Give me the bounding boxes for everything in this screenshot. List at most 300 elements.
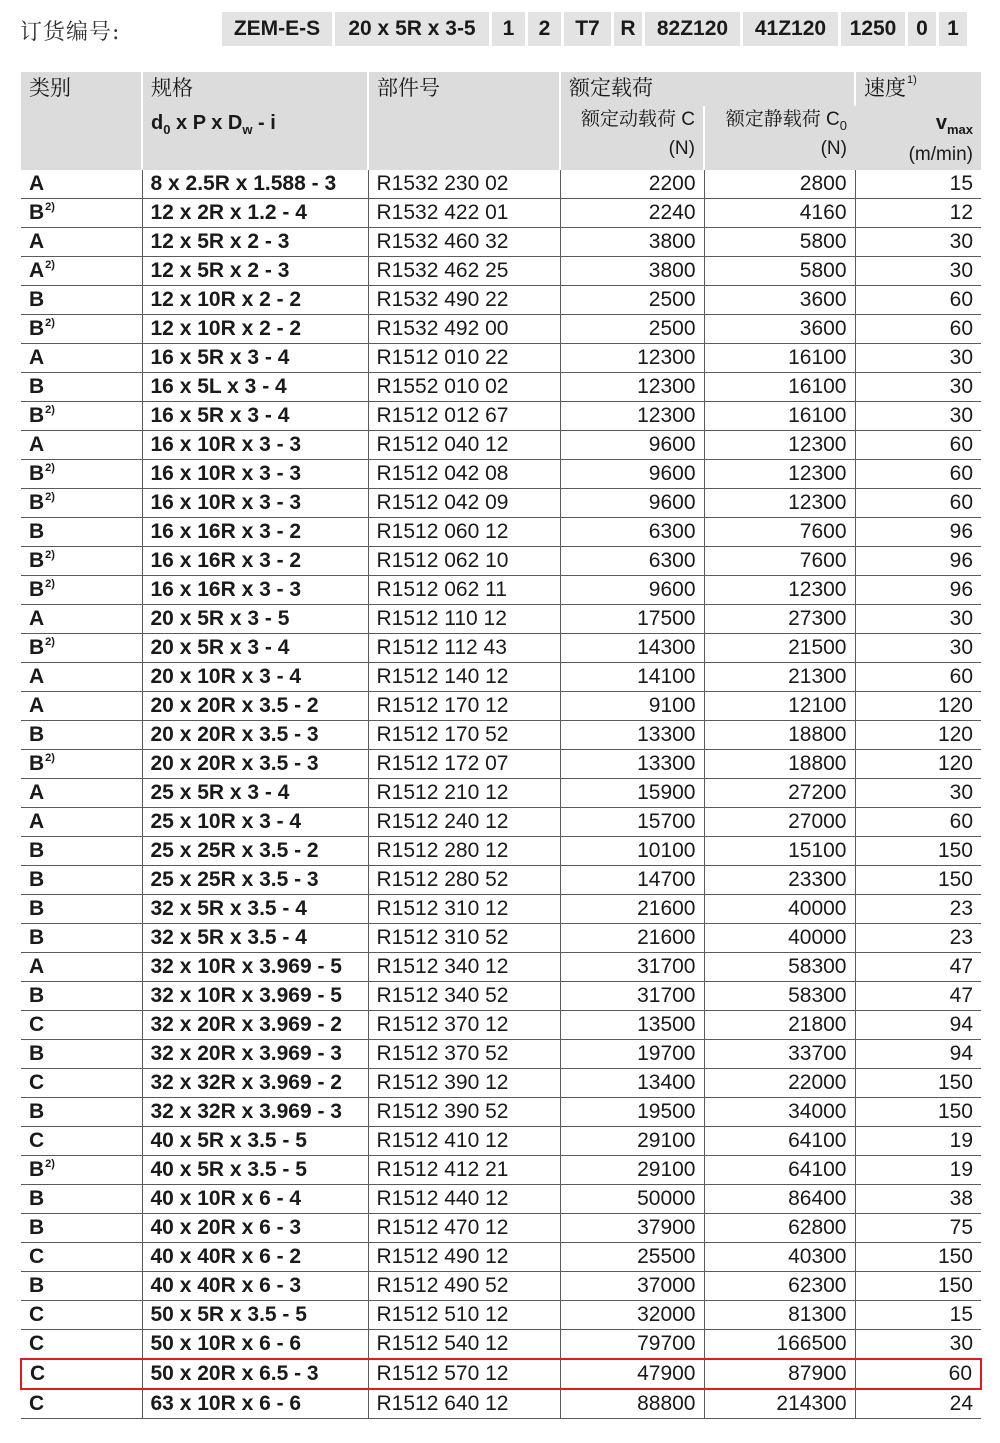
- cell-category: A: [21, 692, 142, 721]
- cell-vmax: 150: [855, 1069, 981, 1098]
- table-row: [21, 286, 981, 315]
- cell-vmax: 30: [855, 373, 981, 402]
- cell-part-number: R1512 010 22: [368, 344, 560, 373]
- table-row: [21, 1272, 981, 1301]
- cell-static-load: 12100: [704, 692, 855, 721]
- cell-part-number: R1512 042 09: [368, 489, 560, 518]
- cell-part-number: R1512 370 12: [368, 1011, 560, 1040]
- cell-static-load: 16100: [704, 373, 855, 402]
- cell-static-load: 5800: [704, 228, 855, 257]
- cell-vmax: 30: [855, 1330, 981, 1360]
- cell-vmax: 30: [855, 257, 981, 286]
- cell-vmax: 23: [855, 895, 981, 924]
- cell-vmax: 12: [855, 199, 981, 228]
- table-row: [21, 315, 981, 344]
- cell-dynamic-load: 9600: [560, 460, 704, 489]
- cell-dynamic-load: 13500: [560, 1011, 704, 1040]
- cell-category: A: [21, 953, 142, 982]
- cell-spec: 32 x 5R x 3.5 - 4: [142, 895, 368, 924]
- cell-vmax: 60: [855, 808, 981, 837]
- table-row: [21, 257, 981, 286]
- cell-dynamic-load: 14300: [560, 634, 704, 663]
- cell-part-number: R1512 490 52: [368, 1272, 560, 1301]
- cell-vmax: 60: [855, 286, 981, 315]
- cell-spec: 63 x 10R x 6 - 6: [142, 1389, 368, 1419]
- cell-dynamic-load: 14100: [560, 663, 704, 692]
- table-row: [21, 489, 981, 518]
- cell-spec: 16 x 16R x 3 - 3: [142, 576, 368, 605]
- table-row: [21, 750, 981, 779]
- cell-dynamic-load: 21600: [560, 895, 704, 924]
- footnote-marker: 2): [45, 404, 55, 416]
- cell-vmax: 60: [855, 315, 981, 344]
- table-row: [21, 953, 981, 982]
- cell-static-load: 2800: [704, 170, 855, 199]
- cell-vmax: 30: [855, 634, 981, 663]
- cell-dynamic-load: 50000: [560, 1185, 704, 1214]
- cell-spec: 32 x 20R x 3.969 - 2: [142, 1011, 368, 1040]
- order-code-cell: 1: [492, 12, 525, 46]
- cell-category: B: [21, 895, 142, 924]
- cell-vmax: 47: [855, 982, 981, 1011]
- header-dynamic-load: [560, 106, 704, 170]
- table-row: [21, 228, 981, 257]
- cell-spec: 25 x 25R x 3.5 - 3: [142, 866, 368, 895]
- table-row: [21, 199, 981, 228]
- order-code-label: 订货编号:: [20, 20, 121, 45]
- cell-dynamic-load: 31700: [560, 982, 704, 1011]
- cell-spec: 32 x 10R x 3.969 - 5: [142, 953, 368, 982]
- cell-spec: 8 x 2.5R x 1.588 - 3: [142, 170, 368, 199]
- cell-static-load: 40000: [704, 895, 855, 924]
- cell-static-load: 12300: [704, 431, 855, 460]
- cell-category: C: [21, 1389, 142, 1419]
- cell-dynamic-load: 2200: [560, 170, 704, 199]
- cell-category: A: [21, 808, 142, 837]
- cell-part-number: R1512 640 12: [368, 1389, 560, 1419]
- table-row: [21, 634, 981, 663]
- cell-static-load: 34000: [704, 1098, 855, 1127]
- cell-part-number: R1512 440 12: [368, 1185, 560, 1214]
- header-dynamic-label: 额定动载荷 C: [580, 109, 695, 130]
- cell-category: B: [21, 982, 142, 1011]
- cell-category: B: [21, 373, 142, 402]
- cell-part-number: R1512 170 52: [368, 721, 560, 750]
- cell-category: A: [21, 228, 142, 257]
- table-row: [21, 982, 981, 1011]
- cell-category: B: [21, 721, 142, 750]
- cell-part-number: R1512 410 12: [368, 1127, 560, 1156]
- cell-dynamic-load: 19700: [560, 1040, 704, 1069]
- cell-static-load: 33700: [704, 1040, 855, 1069]
- cell-spec: 25 x 10R x 3 - 4: [142, 808, 368, 837]
- cell-dynamic-load: 32000: [560, 1301, 704, 1330]
- header-load: [560, 72, 855, 106]
- cell-spec: 50 x 5R x 3.5 - 5: [142, 1301, 368, 1330]
- header-spec: [142, 72, 368, 170]
- header-row-top: [21, 72, 981, 106]
- order-code-cell: 1: [939, 12, 967, 46]
- cell-spec: 12 x 5R x 2 - 3: [142, 257, 368, 286]
- table-body: [21, 170, 981, 1419]
- cell-static-load: 21300: [704, 663, 855, 692]
- cell-category: C: [21, 1069, 142, 1098]
- cell-part-number: R1512 470 12: [368, 1214, 560, 1243]
- order-code-cell: ZEM-E-S: [222, 12, 332, 46]
- cell-static-load: 22000: [704, 1069, 855, 1098]
- table-row: [21, 1127, 981, 1156]
- cell-dynamic-load: 21600: [560, 924, 704, 953]
- cell-dynamic-load: 47900: [560, 1359, 704, 1389]
- header-speed-label: 速度$^{1)}$: [864, 74, 917, 100]
- cell-static-load: 81300: [704, 1301, 855, 1330]
- cell-static-load: 27200: [704, 779, 855, 808]
- cell-static-load: 16100: [704, 344, 855, 373]
- table-row: [21, 1156, 981, 1185]
- cell-dynamic-load: 3800: [560, 257, 704, 286]
- cell-part-number: R1512 390 52: [368, 1098, 560, 1127]
- footnote-marker: 2): [45, 491, 55, 503]
- cell-spec: 12 x 10R x 2 - 2: [142, 286, 368, 315]
- order-code-cell: 20 x 5R x 3-5: [335, 12, 489, 46]
- cell-spec: 16 x 16R x 3 - 2: [142, 518, 368, 547]
- cell-category: B$^{2)}$: [21, 547, 142, 576]
- cell-spec: 20 x 20R x 3.5 - 2: [142, 692, 368, 721]
- table-row: [21, 1069, 981, 1098]
- header-dynamic-unit: (N): [668, 138, 695, 159]
- cell-part-number: R1512 540 12: [368, 1330, 560, 1360]
- cell-dynamic-load: 29100: [560, 1127, 704, 1156]
- cell-part-number: R1512 062 11: [368, 576, 560, 605]
- cell-spec: 12 x 10R x 2 - 2: [142, 315, 368, 344]
- cell-spec: 20 x 20R x 3.5 - 3: [142, 721, 368, 750]
- cell-spec: 40 x 5R x 3.5 - 5: [142, 1156, 368, 1185]
- cell-category: B$^{2)}$: [21, 199, 142, 228]
- cell-vmax: 30: [855, 228, 981, 257]
- cell-static-load: 7600: [704, 518, 855, 547]
- cell-part-number: R1512 280 12: [368, 837, 560, 866]
- cell-part-number: R1512 340 12: [368, 953, 560, 982]
- cell-spec: 50 x 20R x 6.5 - 3: [142, 1359, 368, 1389]
- cell-category: A$^{2)}$: [21, 257, 142, 286]
- header-static-load: [704, 106, 855, 170]
- cell-vmax: 47: [855, 953, 981, 982]
- cell-category: B: [21, 286, 142, 315]
- cell-static-load: 21500: [704, 634, 855, 663]
- cell-dynamic-load: 9600: [560, 431, 704, 460]
- cell-spec: 12 x 5R x 2 - 3: [142, 228, 368, 257]
- table-row: [21, 576, 981, 605]
- cell-dynamic-load: 13300: [560, 750, 704, 779]
- order-code-cell: T7: [564, 12, 611, 46]
- table-row: [21, 170, 981, 199]
- header-speed-unit: (m/min): [908, 144, 973, 165]
- cell-static-load: 4160: [704, 199, 855, 228]
- cell-static-load: 15100: [704, 837, 855, 866]
- cell-vmax: 94: [855, 1011, 981, 1040]
- cell-dynamic-load: 14700: [560, 866, 704, 895]
- cell-vmax: 150: [855, 1243, 981, 1272]
- order-code-cell: 1250: [841, 12, 905, 46]
- cell-vmax: 60: [855, 489, 981, 518]
- header-spec-formula: $d_0$ x P x $D_w$ - i: [151, 112, 276, 137]
- cell-spec: 32 x 5R x 3.5 - 4: [142, 924, 368, 953]
- table-row: [21, 1214, 981, 1243]
- cell-spec: 40 x 40R x 6 - 2: [142, 1243, 368, 1272]
- cell-vmax: 150: [855, 866, 981, 895]
- header-part-number: [368, 72, 560, 170]
- cell-category: A: [21, 344, 142, 373]
- cell-static-load: 64100: [704, 1127, 855, 1156]
- cell-static-load: 62800: [704, 1214, 855, 1243]
- cell-part-number: R1512 042 08: [368, 460, 560, 489]
- header-category-label: 类别: [29, 77, 71, 100]
- cell-vmax: 30: [855, 605, 981, 634]
- table-row: [21, 837, 981, 866]
- table-row: [21, 808, 981, 837]
- cell-part-number: R1512 390 12: [368, 1069, 560, 1098]
- table-row: [21, 1301, 981, 1330]
- footnote-marker: 2): [45, 1158, 55, 1170]
- cell-spec: 25 x 25R x 3.5 - 2: [142, 837, 368, 866]
- cell-vmax: 120: [855, 750, 981, 779]
- cell-vmax: 96: [855, 518, 981, 547]
- cell-dynamic-load: 79700: [560, 1330, 704, 1360]
- cell-spec: 20 x 20R x 3.5 - 3: [142, 750, 368, 779]
- cell-spec: 16 x 10R x 3 - 3: [142, 431, 368, 460]
- cell-spec: 12 x 2R x 1.2 - 4: [142, 199, 368, 228]
- cell-category: A: [21, 779, 142, 808]
- cell-category: B$^{2)}$: [21, 576, 142, 605]
- cell-vmax: 60: [855, 663, 981, 692]
- cell-static-load: 18800: [704, 750, 855, 779]
- table-row: [21, 1011, 981, 1040]
- cell-spec: 32 x 10R x 3.969 - 5: [142, 982, 368, 1011]
- cell-dynamic-load: 13300: [560, 721, 704, 750]
- cell-spec: 20 x 5R x 3 - 5: [142, 605, 368, 634]
- cell-vmax: 30: [855, 344, 981, 373]
- order-code-cells: [222, 12, 970, 46]
- footnote-marker: 2): [45, 636, 55, 648]
- cell-spec: 32 x 32R x 3.969 - 2: [142, 1069, 368, 1098]
- header-vmax: $v_{max}$: [935, 112, 973, 137]
- table-row: [21, 431, 981, 460]
- cell-spec: 25 x 5R x 3 - 4: [142, 779, 368, 808]
- cell-category: B$^{2)}$: [21, 315, 142, 344]
- cell-dynamic-load: 29100: [560, 1156, 704, 1185]
- cell-vmax: 60: [855, 460, 981, 489]
- cell-static-load: 62300: [704, 1272, 855, 1301]
- cell-category: B: [21, 1214, 142, 1243]
- cell-vmax: 150: [855, 837, 981, 866]
- cell-vmax: 19: [855, 1127, 981, 1156]
- header-category: [21, 72, 142, 170]
- cell-part-number: R1512 210 12: [368, 779, 560, 808]
- cell-dynamic-load: 10100: [560, 837, 704, 866]
- cell-category: B: [21, 1040, 142, 1069]
- cell-category: B: [21, 1185, 142, 1214]
- cell-spec: 40 x 40R x 6 - 3: [142, 1272, 368, 1301]
- table-row: [21, 895, 981, 924]
- cell-category: B$^{2)}$: [21, 750, 142, 779]
- cell-category: A: [21, 605, 142, 634]
- cell-spec: 40 x 5R x 3.5 - 5: [142, 1127, 368, 1156]
- cell-category: B$^{2)}$: [21, 460, 142, 489]
- cell-vmax: 23: [855, 924, 981, 953]
- table-row: [21, 924, 981, 953]
- cell-dynamic-load: 15900: [560, 779, 704, 808]
- table-row: [21, 721, 981, 750]
- footnote-marker: 2): [45, 752, 55, 764]
- cell-dynamic-load: 3800: [560, 228, 704, 257]
- cell-category: C: [21, 1127, 142, 1156]
- table-row: [21, 663, 981, 692]
- cell-static-load: 214300: [704, 1389, 855, 1419]
- table-row: [21, 460, 981, 489]
- cell-vmax: 120: [855, 692, 981, 721]
- footnote-marker: 2): [45, 578, 55, 590]
- cell-spec: 20 x 10R x 3 - 4: [142, 663, 368, 692]
- cell-part-number: R1512 060 12: [368, 518, 560, 547]
- cell-part-number: R1512 040 12: [368, 431, 560, 460]
- cell-static-load: 12300: [704, 489, 855, 518]
- cell-static-load: 5800: [704, 257, 855, 286]
- table-row: [21, 1243, 981, 1272]
- cell-part-number: R1512 140 12: [368, 663, 560, 692]
- cell-dynamic-load: 2500: [560, 315, 704, 344]
- cell-part-number: R1532 460 32: [368, 228, 560, 257]
- footnote-marker: 2): [45, 462, 55, 474]
- cell-part-number: R1512 062 10: [368, 547, 560, 576]
- cell-vmax: 150: [855, 1098, 981, 1127]
- table-row: [21, 692, 981, 721]
- cell-vmax: 30: [855, 402, 981, 431]
- cell-spec: 40 x 10R x 6 - 4: [142, 1185, 368, 1214]
- cell-dynamic-load: 13400: [560, 1069, 704, 1098]
- table-row-highlighted: [21, 1359, 981, 1389]
- cell-dynamic-load: 6300: [560, 518, 704, 547]
- cell-static-load: 16100: [704, 402, 855, 431]
- cell-dynamic-load: 15700: [560, 808, 704, 837]
- cell-vmax: 75: [855, 1214, 981, 1243]
- cell-spec: 32 x 32R x 3.969 - 3: [142, 1098, 368, 1127]
- cell-part-number: R1512 340 52: [368, 982, 560, 1011]
- cell-category: B$^{2)}$: [21, 1156, 142, 1185]
- cell-static-load: 7600: [704, 547, 855, 576]
- cell-category: B: [21, 866, 142, 895]
- cell-vmax: 30: [855, 779, 981, 808]
- cell-dynamic-load: 37900: [560, 1214, 704, 1243]
- cell-category: A: [21, 170, 142, 199]
- cell-static-load: 3600: [704, 315, 855, 344]
- cell-spec: 20 x 5R x 3 - 4: [142, 634, 368, 663]
- header-speed: [855, 72, 981, 170]
- header-part-label: 部件号: [377, 77, 440, 100]
- cell-dynamic-load: 2240: [560, 199, 704, 228]
- cell-static-load: 58300: [704, 982, 855, 1011]
- cell-category: B: [21, 924, 142, 953]
- table-row: [21, 1040, 981, 1069]
- cell-dynamic-load: 9100: [560, 692, 704, 721]
- cell-static-load: 64100: [704, 1156, 855, 1185]
- table-row: [21, 1098, 981, 1127]
- cell-category: A: [21, 431, 142, 460]
- cell-dynamic-load: 31700: [560, 953, 704, 982]
- cell-static-load: 18800: [704, 721, 855, 750]
- footnote-marker: 2): [45, 549, 55, 561]
- cell-static-load: 166500: [704, 1330, 855, 1360]
- cell-category: C: [21, 1243, 142, 1272]
- cell-vmax: 15: [855, 1301, 981, 1330]
- cell-static-load: 87900: [704, 1359, 855, 1389]
- order-code-cell: 2: [528, 12, 561, 46]
- cell-category: B$^{2)}$: [21, 489, 142, 518]
- footnote-marker: 2): [45, 317, 55, 329]
- cell-part-number: R1532 492 00: [368, 315, 560, 344]
- cell-category: B: [21, 837, 142, 866]
- cell-category: B$^{2)}$: [21, 634, 142, 663]
- table-row: [21, 605, 981, 634]
- header-static-label: 额定静载荷 $C_0$: [725, 109, 847, 133]
- table-row: [21, 866, 981, 895]
- table-row: [21, 1330, 981, 1360]
- cell-part-number: R1512 012 67: [368, 402, 560, 431]
- cell-static-load: 12300: [704, 460, 855, 489]
- cell-category: C: [21, 1301, 142, 1330]
- cell-spec: 16 x 5R x 3 - 4: [142, 344, 368, 373]
- header-spec-label: 规格: [151, 77, 193, 100]
- cell-vmax: 96: [855, 576, 981, 605]
- footnote-marker: 2): [45, 201, 55, 213]
- order-code-cell: R: [614, 12, 642, 46]
- cell-dynamic-load: 12300: [560, 402, 704, 431]
- cell-part-number: R1512 412 21: [368, 1156, 560, 1185]
- cell-part-number: R1532 462 25: [368, 257, 560, 286]
- cell-static-load: 21800: [704, 1011, 855, 1040]
- cell-category: B$^{2)}$: [21, 402, 142, 431]
- cell-dynamic-load: 6300: [560, 547, 704, 576]
- cell-vmax: 94: [855, 1040, 981, 1069]
- cell-part-number: R1512 112 43: [368, 634, 560, 663]
- footnote-marker: 2): [45, 259, 55, 271]
- table-row: [21, 1185, 981, 1214]
- cell-category: B: [21, 1272, 142, 1301]
- cell-part-number: R1532 230 02: [368, 170, 560, 199]
- table-row: [21, 344, 981, 373]
- cell-static-load: 23300: [704, 866, 855, 895]
- cell-dynamic-load: 88800: [560, 1389, 704, 1419]
- cell-part-number: R1512 570 12: [368, 1359, 560, 1389]
- cell-static-load: 27300: [704, 605, 855, 634]
- cell-vmax: 15: [855, 170, 981, 199]
- cell-spec: 50 x 10R x 6 - 6: [142, 1330, 368, 1360]
- cell-static-load: 27000: [704, 808, 855, 837]
- table-row: [21, 547, 981, 576]
- cell-spec: 16 x 16R x 3 - 2: [142, 547, 368, 576]
- cell-part-number: R1512 310 12: [368, 895, 560, 924]
- cell-part-number: R1512 370 52: [368, 1040, 560, 1069]
- cell-part-number: R1512 510 12: [368, 1301, 560, 1330]
- cell-vmax: 60: [855, 431, 981, 460]
- cell-part-number: R1512 280 52: [368, 866, 560, 895]
- cell-part-number: R1512 110 12: [368, 605, 560, 634]
- cell-vmax: 120: [855, 721, 981, 750]
- cell-dynamic-load: 17500: [560, 605, 704, 634]
- cell-dynamic-load: 19500: [560, 1098, 704, 1127]
- header-load-label: 额定载荷: [569, 77, 653, 100]
- cell-category: B: [21, 1098, 142, 1127]
- cell-dynamic-load: 9600: [560, 576, 704, 605]
